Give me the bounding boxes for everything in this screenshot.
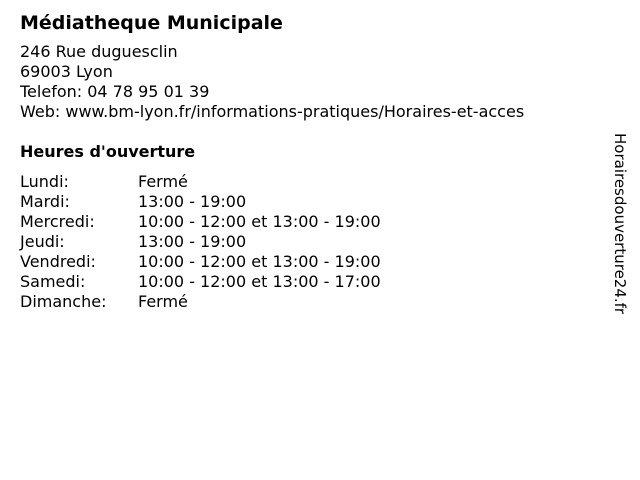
street-address: 246 Rue duguesclin	[20, 42, 178, 61]
day-label: Mardi:	[20, 192, 70, 211]
day-label: Lundi:	[20, 172, 69, 191]
day-label: Dimanche:	[20, 292, 107, 311]
site-watermark: Horairesdouverture24.fr	[611, 133, 629, 315]
hours-row-lundi	[20, 172, 600, 192]
hours-row-jeudi	[20, 232, 600, 252]
day-hours: Fermé	[138, 172, 188, 191]
hours-row-samedi	[20, 272, 600, 292]
hours-list	[20, 172, 600, 312]
hours-row-vendredi	[20, 252, 600, 272]
hours-heading: Heures d'ouverture	[20, 142, 196, 161]
page-title: Médiatheque Municipale	[20, 12, 283, 34]
day-label: Jeudi:	[20, 232, 65, 251]
day-hours: 10:00 - 12:00 et 13:00 - 17:00	[138, 272, 381, 291]
opening-hours-card	[20, 10, 600, 312]
city-line: 69003 Lyon	[20, 62, 113, 81]
day-label: Mercredi:	[20, 212, 95, 231]
day-label: Vendredi:	[20, 252, 96, 271]
day-hours: 13:00 - 19:00	[138, 192, 247, 211]
day-label: Samedi:	[20, 272, 86, 291]
day-hours: 13:00 - 19:00	[138, 232, 247, 251]
web-line: Web: www.bm-lyon.fr/informations-pratiques/Horaires-et-acces	[20, 102, 525, 121]
day-hours: Fermé	[138, 292, 188, 311]
address-block	[20, 42, 600, 122]
day-hours: 10:00 - 12:00 et 13:00 - 19:00	[138, 252, 381, 271]
hours-row-mercredi	[20, 212, 600, 232]
hours-row-mardi	[20, 192, 600, 212]
phone-line: Telefon: 04 78 95 01 39	[20, 82, 210, 101]
hours-row-dimanche	[20, 292, 600, 312]
day-hours: 10:00 - 12:00 et 13:00 - 19:00	[138, 212, 381, 231]
